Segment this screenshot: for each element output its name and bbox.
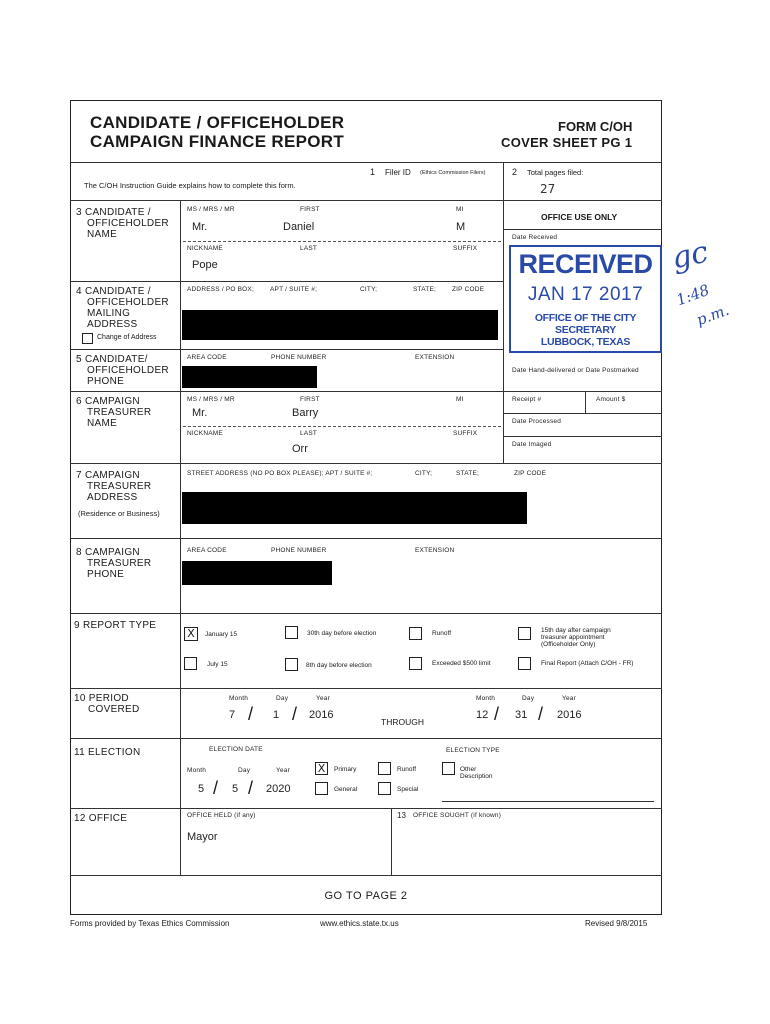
15th-day-checkbox[interactable] — [518, 627, 531, 640]
form-title-line2: CAMPAIGN FINANCE REPORT — [90, 132, 345, 151]
through-label: THROUGH — [381, 717, 424, 727]
other-checkbox[interactable] — [442, 762, 455, 775]
other-description-line[interactable] — [442, 801, 654, 802]
sec3-suffix-label: SUFFIX — [453, 245, 478, 252]
margin-pm: p.m. — [693, 300, 732, 330]
phone-number-label: PHONE NUMBER — [271, 354, 327, 361]
office-held-label: OFFICE HELD (if any) — [187, 812, 256, 819]
general-checkbox[interactable] — [315, 782, 328, 795]
divider — [503, 162, 504, 200]
date-slash: / — [248, 704, 254, 724]
election-day-field[interactable]: 5 — [232, 783, 239, 795]
sec11-label: 11 ELECTION — [74, 747, 141, 758]
city-label: CITY; — [360, 286, 378, 293]
15th-day-label-2: treasurer appointment — [541, 634, 605, 641]
sec7-sub: (Residence or Business) — [78, 509, 160, 518]
divider — [70, 391, 662, 392]
sec6-nickname-label: NICKNAME — [187, 430, 223, 437]
other-label-1: Other — [460, 766, 477, 773]
stamp-city: LUBBOCK, TEXAS — [540, 336, 631, 348]
divider — [70, 808, 662, 809]
website-link[interactable]: www.ethics.state.tx.us — [320, 919, 399, 928]
received-stamp — [509, 245, 662, 353]
other-label-2: Description — [460, 773, 493, 780]
primary-label: Primary — [334, 766, 357, 773]
change-of-address-checkbox[interactable] — [82, 333, 93, 344]
july-15-checkbox[interactable] — [184, 657, 197, 670]
date-received-label: Date Received — [512, 234, 558, 241]
candidate-first-name-field[interactable]: Daniel — [283, 221, 315, 233]
sec7-zip-label: ZIP CODE — [514, 470, 547, 477]
total-pages-number: 2 — [512, 167, 518, 177]
date-imaged-label: Date Imaged — [512, 441, 552, 448]
forms-provided-text: Forms provided by Texas Ethics Commission — [70, 919, 230, 928]
total-pages-label: Total pages filed: — [527, 168, 584, 177]
sec4-label-1: 4 CANDIDATE / — [76, 286, 151, 297]
election-year-label: Year — [276, 767, 290, 774]
date-processed-label: Date Processed — [512, 418, 562, 425]
election-date-label: ELECTION DATE — [209, 746, 263, 753]
office-held-field[interactable]: Mayor — [187, 831, 218, 843]
area-code-label: AREA CODE — [187, 354, 227, 361]
total-pages-value: 27 — [540, 182, 556, 196]
sec8-extension-label: EXTENSION — [415, 547, 455, 554]
election-month-label: Month — [187, 767, 207, 774]
sec6-label-1: 6 CAMPAIGN — [76, 396, 140, 407]
date-hand-delivered-label: Date Hand-delivered or Date Postmarked — [512, 367, 639, 374]
sec3-label-2: OFFICEHOLDER — [87, 218, 169, 229]
election-type-label: ELECTION TYPE — [446, 747, 500, 754]
sec5-label-2: OFFICEHOLDER — [87, 365, 169, 376]
sec8-label-3: PHONE — [87, 569, 125, 580]
sec7-state-label: STATE; — [456, 470, 479, 477]
divider — [585, 391, 586, 413]
30th-day-label: 30th day before election — [307, 630, 377, 637]
special-label: Special — [397, 786, 419, 793]
revised-date: Revised 9/8/2015 — [585, 919, 648, 928]
sec12-label: 12 OFFICE — [74, 813, 128, 824]
sec6-mi-label: MI — [456, 396, 464, 403]
sec4-label-4: ADDRESS — [87, 319, 138, 330]
divider — [183, 426, 501, 427]
receipt-label: Receipt # — [512, 396, 542, 403]
election-day-label: Day — [238, 767, 251, 774]
filer-id-number: 1 — [370, 167, 376, 177]
divider — [70, 688, 662, 689]
sec3-label-3: NAME — [87, 229, 118, 240]
office-sought-label: OFFICE SOUGHT (if known) — [413, 812, 502, 819]
sec3-mi-label: MI — [456, 206, 464, 213]
runoff-report-label: Runoff — [432, 630, 452, 637]
start-year-label: Year — [316, 695, 330, 702]
address-label: ADDRESS / PO BOX; — [187, 286, 254, 293]
date-slash: / — [538, 704, 544, 724]
office-use-title: OFFICE USE ONLY — [541, 212, 618, 222]
date-slash: / — [213, 778, 219, 798]
divider — [70, 162, 662, 163]
treasurer-title-field[interactable]: Mr. — [192, 407, 208, 419]
treasurer-last-name-field[interactable]: Orr — [292, 443, 308, 455]
special-checkbox[interactable] — [378, 782, 391, 795]
sec6-suffix-label: SUFFIX — [453, 430, 478, 437]
zip-label: ZIP CODE — [452, 286, 485, 293]
15th-day-label-3: (Officeholder Only) — [541, 641, 596, 648]
divider — [70, 738, 662, 739]
start-year-field[interactable]: 2016 — [309, 709, 334, 721]
sec10-label-2: COVERED — [88, 704, 140, 715]
sec7-label-3: ADDRESS — [87, 492, 138, 503]
change-of-address-label: Change of Address — [97, 334, 157, 341]
july-15-label: July 15 — [207, 661, 228, 668]
sec7-label-1: 7 CAMPAIGN — [76, 470, 140, 481]
divider — [70, 281, 503, 282]
start-month-field[interactable]: 7 — [229, 709, 236, 721]
sec3-first-label: FIRST — [300, 206, 320, 213]
sec4-label-3: MAILING — [87, 308, 131, 319]
sec6-label-2: TREASURER — [87, 407, 152, 418]
divider — [503, 229, 662, 230]
election-year-field[interactable]: 2020 — [266, 783, 291, 795]
candidate-title-field[interactable]: Mr. — [192, 221, 208, 233]
filer-id-sub: (Ethics Commission Filers) — [420, 170, 486, 176]
runoff-report-checkbox[interactable] — [409, 627, 422, 640]
apt-label: APT / SUITE #; — [270, 286, 318, 293]
january-15-label: January 15 — [205, 631, 238, 638]
amount-label: Amount $ — [596, 396, 626, 403]
treasurer-first-name-field[interactable]: Barry — [292, 407, 319, 419]
redacted-treasurer-phone — [182, 561, 332, 585]
divider — [70, 875, 662, 876]
office-sought-number: 13 — [397, 811, 406, 820]
sec6-last-label: LAST — [300, 430, 318, 437]
divider — [70, 613, 662, 614]
exceeded-limit-checkbox[interactable] — [409, 657, 422, 670]
divider — [70, 538, 662, 539]
8th-day-label: 8th day before election — [306, 662, 372, 669]
cover-sheet-label: COVER SHEET PG 1 — [501, 135, 633, 150]
candidate-last-name-field[interactable]: Pope — [192, 259, 218, 271]
january-15-checkbox[interactable]: X — [184, 627, 198, 641]
form-title-line1: CANDIDATE / OFFICEHOLDER — [90, 113, 345, 132]
sec6-title-label: MS / MRS / MR — [187, 396, 235, 403]
redacted-candidate-address — [182, 310, 498, 340]
sec3-title-label: MS / MRS / MR — [187, 206, 235, 213]
divider — [503, 200, 504, 463]
stamp-office: OFFICE OF THE CITY SECRETARY — [534, 312, 637, 336]
candidate-mi-field[interactable]: M — [456, 221, 466, 233]
end-day-label: Day — [522, 695, 535, 702]
sec8-label-1: 8 CAMPAIGN — [76, 547, 140, 558]
end-year-field[interactable]: 2016 — [557, 709, 582, 721]
sec10-label-1: 10 PERIOD — [74, 693, 129, 704]
sec5-label-3: PHONE — [87, 376, 125, 387]
date-slash: / — [292, 704, 298, 724]
sec3-last-label: LAST — [300, 245, 318, 252]
redacted-candidate-phone — [182, 366, 317, 388]
margin-time: 1:48 — [673, 280, 712, 310]
general-label: General — [334, 786, 358, 793]
extension-label: EXTENSION — [415, 354, 455, 361]
divider — [70, 349, 503, 350]
sec3-label-1: 3 CANDIDATE / — [76, 207, 151, 218]
filer-id-label: Filer ID — [385, 168, 411, 177]
election-runoff-label: Runoff — [397, 766, 417, 773]
divider — [183, 241, 501, 242]
15th-day-label-1: 15th day after campaign — [541, 627, 611, 634]
end-day-field[interactable]: 31 — [515, 709, 528, 721]
divider — [70, 200, 662, 201]
stamp-date: JAN 17 2017 — [527, 284, 644, 305]
margin-initials: gc — [668, 234, 712, 277]
sec5-label-1: 5 CANDIDATE/ — [76, 354, 148, 365]
sec4-label-2: OFFICEHOLDER — [87, 297, 169, 308]
divider — [503, 436, 662, 437]
final-report-label: Final Report (Attach C/OH - FR) — [541, 660, 634, 667]
election-month-field[interactable]: 5 — [198, 783, 205, 795]
8th-day-checkbox[interactable] — [285, 658, 298, 671]
exceeded-limit-label: Exceeded $500 limit — [432, 660, 491, 667]
sec6-first-label: FIRST — [300, 396, 320, 403]
30th-day-checkbox[interactable] — [285, 626, 298, 639]
redacted-treasurer-address — [182, 492, 527, 524]
go-to-page-2: GO TO PAGE 2 — [324, 890, 408, 902]
end-month-field[interactable]: 12 — [476, 709, 489, 721]
divider — [70, 463, 662, 464]
sec6-label-3: NAME — [87, 418, 118, 429]
start-day-label: Day — [276, 695, 289, 702]
date-slash: / — [248, 778, 254, 798]
instruction-text: The C/OH Instruction Guide explains how to complete this form. — [84, 181, 296, 190]
stamp-received-text: RECEIVED — [518, 249, 653, 279]
end-month-label: Month — [476, 695, 496, 702]
primary-checkbox[interactable]: X — [315, 762, 328, 775]
sec8-phone-label: PHONE NUMBER — [271, 547, 327, 554]
start-month-label: Month — [229, 695, 249, 702]
sec8-area-code-label: AREA CODE — [187, 547, 227, 554]
divider — [391, 808, 392, 875]
start-day-field[interactable]: 1 — [273, 709, 280, 721]
sec8-label-2: TREASURER — [87, 558, 152, 569]
date-slash: / — [494, 704, 500, 724]
final-report-checkbox[interactable] — [518, 657, 531, 670]
street-address-label: STREET ADDRESS (NO PO BOX PLEASE); APT / SUITE #; — [187, 470, 373, 477]
sec7-city-label: CITY; — [415, 470, 433, 477]
end-year-label: Year — [562, 695, 576, 702]
form-code: FORM C/OH — [558, 119, 633, 134]
divider — [503, 413, 662, 414]
sec7-label-2: TREASURER — [87, 481, 152, 492]
sec9-label: 9 REPORT TYPE — [74, 620, 157, 631]
state-label: STATE; — [413, 286, 436, 293]
sec3-nickname-label: NICKNAME — [187, 245, 223, 252]
election-runoff-checkbox[interactable] — [378, 762, 391, 775]
